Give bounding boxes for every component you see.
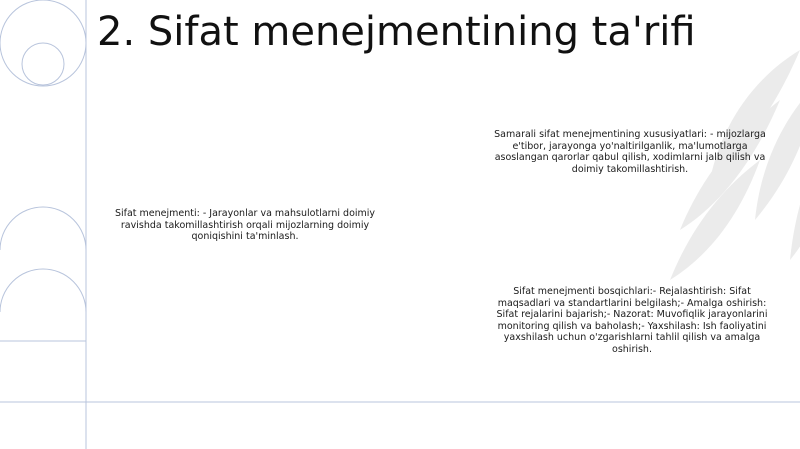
deco-circle-small [22,43,64,85]
definition-text: Sifat menejmenti: - Jarayonlar va mahsulotlarni doimiy ravishda takomillashtirish orqali mijozlarning doimiy qoniqishini ta'minlash. [114,208,376,242]
deco-arch-lower [0,269,86,312]
slide-title: 2. Sifat menejmentining ta'rifi [97,9,696,55]
features-text: Samarali sifat menejmentining xususiyatlari: - mijozlarga e'tibor, jarayonga yo'naltirilganlik, ma'lumotlarga asoslangan qarorlar qabul qilish, xodimlarni jalb qilish va doimiy takomillashtirish. [494,129,766,175]
deco-arch-upper [0,207,86,449]
stages-text: Sifat menejmenti bosqichlari:- Rejalashtirish: Sifat maqsadlari va standartlarini belgilash;- Amalga oshirish: Sifat rejalarini bajarish;- Nazorat: Muvofiqlik jarayonlarini monitoring qilish va baholash;- Yaxshilash: Ish faoliyatini yaxshilash uchun o'zgarishlarni tahlil qilish va amalga oshirish. [496,286,768,355]
